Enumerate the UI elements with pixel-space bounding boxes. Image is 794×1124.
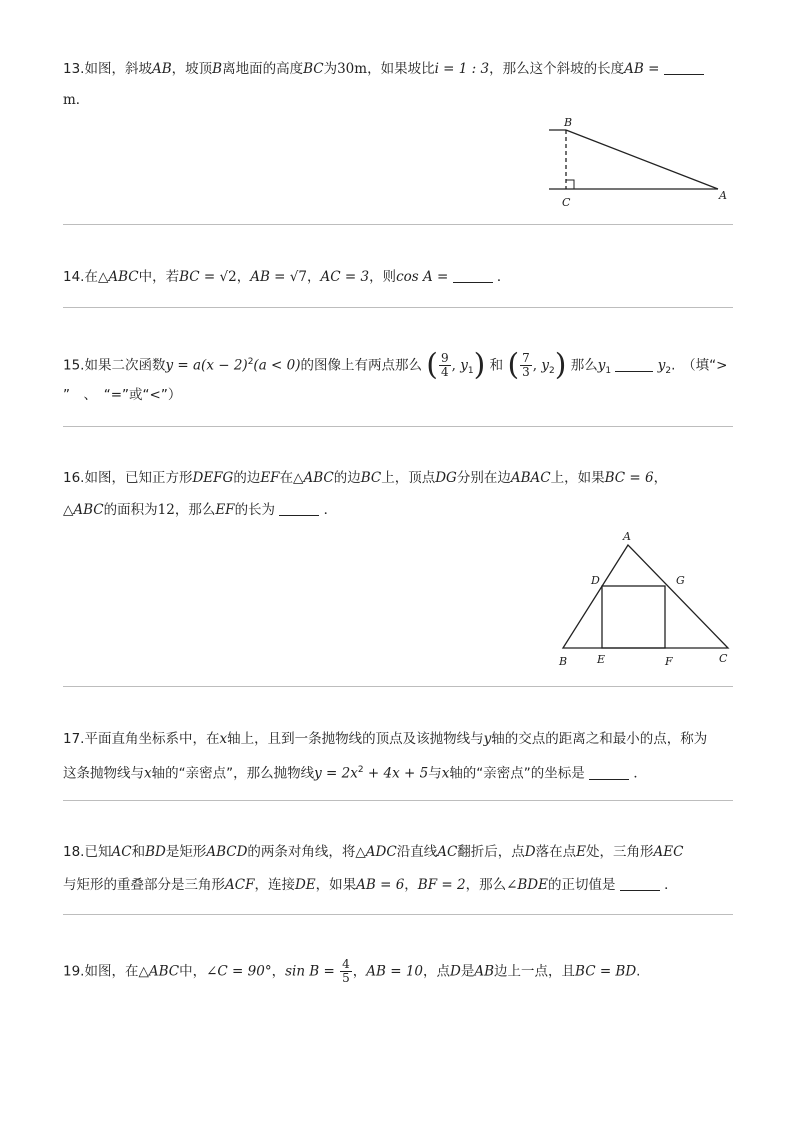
q15-line1: 15.如果二次函数$y = a(x - 2)^2(a < 0)$的图像上有两点那么 ( $\frac{9}{4}$ , $y_1$) 和 ( $\frac{7}{3}$ , $y_2$) 那么$y_1$ $y_2$. （填“> xyxy=(63,347,728,383)
q18-line2: 与矩形的重叠部分是三角形ACF，连接DE，如果AB = 6，BF = 2，那么∠BDE的正切值是 ． xyxy=(63,877,678,893)
q15-answer-blank[interactable] xyxy=(615,358,653,372)
divider xyxy=(63,224,733,225)
q16-answer-blank[interactable] xyxy=(279,502,319,516)
q13-line1: 13.如图，斜坡AB，坡顶B离地面的高度BC为30m，如果坡比i = 1 : 3，那么这个斜坡的长度AB = xyxy=(63,60,704,78)
divider xyxy=(63,686,733,687)
q16-label-F: F xyxy=(665,655,673,668)
q16-label-C: C xyxy=(719,652,728,665)
q19-line: 19.如图，在△ABC中，∠C = 90°，sin B = $\frac{4}{5}$ ，AB = 10，点D是AB边上一点，且BC = BD. xyxy=(63,957,641,985)
q16-label-B: B xyxy=(559,655,568,668)
q16-line1: 16.如图，已知正方形DEFG的边EF在△ABC的边BC上，顶点DG分别在边ABAC上，如果BC = 6， xyxy=(63,470,668,486)
q13-label-C: C xyxy=(562,196,571,209)
q13-line2: m． xyxy=(63,92,90,108)
q14-line: 14.在△ABC中，若BC = √2，AB = √7，AC = 3，则cos A = ． xyxy=(63,269,511,285)
divider xyxy=(63,426,733,427)
q17-answer-blank[interactable] xyxy=(589,766,629,780)
q13-label-A: A xyxy=(719,189,727,202)
q13-label-B: B xyxy=(564,116,573,129)
divider xyxy=(63,800,733,801)
q16-line2: △ABC的面积为12，那么EF的长为 ． xyxy=(63,502,338,518)
q16-label-A: A xyxy=(623,530,631,543)
q16-label-G: G xyxy=(676,574,685,587)
q16-label-D: D xyxy=(591,574,600,587)
divider xyxy=(63,307,733,308)
q14-answer-blank[interactable] xyxy=(453,269,493,283)
q13-answer-blank[interactable] xyxy=(664,61,704,75)
divider xyxy=(63,914,733,915)
q16-label-E: E xyxy=(597,653,606,666)
q17-line1: 17.平面直角坐标系中，在x轴上，且到一条抛物线的顶点及该抛物线与y轴的交点的距离之和最小的点，称为 xyxy=(63,731,708,747)
q17-line2: 这条抛物线与x轴的“亲密点”，那么抛物线$y = 2x^2 + 4x + 5$与x轴的“亲密点”的坐标是 ． xyxy=(63,765,647,782)
q18-answer-blank[interactable] xyxy=(620,877,660,891)
q18-line1: 18.已知AC和BD是矩形ABCD的两条对角线，将△ADC沿直线AC翻折后，点D落在点E处，三角形AEC xyxy=(63,844,684,860)
q15-line2: ” 、 “=”或“<”） xyxy=(63,387,182,403)
